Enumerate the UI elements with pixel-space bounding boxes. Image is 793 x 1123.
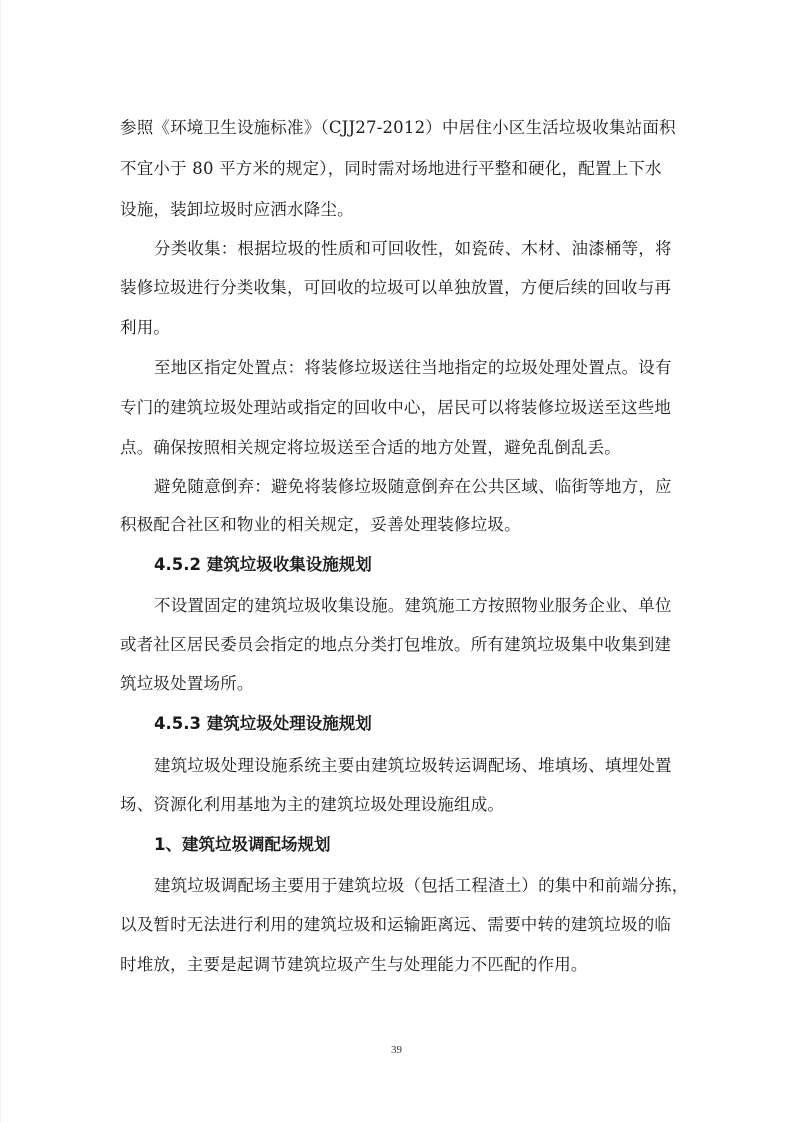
scan-edge — [0, 0, 1, 1123]
body-text-line: 或者社区居民委员会指定的地点分类打包堆放。所有建筑垃圾集中收集到建 — [120, 635, 672, 654]
subsection-heading: 1、建筑垃圾调配场规划 — [154, 835, 331, 854]
body-text-line: 利用。 — [120, 318, 171, 337]
body-text-line: 避免随意倒弃：避免将装修垃圾随意倒弃在公共区域、临街等地方，应 — [154, 477, 672, 496]
body-text-line: 时堆放，主要是起调节建筑垃圾产生与处理能力不匹配的作用。 — [120, 955, 588, 974]
body-text-line: 积极配合社区和物业的相关规定，妥善处理装修垃圾。 — [120, 515, 521, 534]
body-text-line: 专门的建筑垃圾处理站或指定的回收中心，居民可以将装修垃圾送至这些地 — [120, 398, 672, 417]
body-text-line: 场、资源化利用基地为主的建筑垃圾处理设施组成。 — [120, 795, 505, 814]
body-text-line: 分类收集：根据垃圾的性质和可回收性，如瓷砖、木材、油漆桶等，将 — [154, 239, 672, 258]
section-heading: 4.5.3 建筑垃圾处理设施规划 — [154, 714, 372, 733]
body-text-line: 点。确保按照相关规定将垃圾送至合适的地方处置，避免乱倒乱丢。 — [120, 438, 621, 457]
body-text-line: 不宜小于 80 平方米的规定），同时需对场地进行平整和硬化，配置上下水 — [120, 159, 662, 178]
body-text-line: 筑垃圾处置场所。 — [120, 674, 254, 693]
body-text-line: 建筑垃圾调配场主要用于建筑垃圾（包括工程渣土）的集中和前端分拣， — [154, 876, 689, 895]
body-text-line: 不设置固定的建筑垃圾收集设施。建筑施工方按照物业服务企业、单位 — [154, 596, 672, 615]
body-text-line: 至地区指定处置点：将装修垃圾送往当地指定的垃圾处理处置点。设有 — [154, 358, 672, 377]
body-text-line: 以及暂时无法进行利用的建筑垃圾和运输距离远、需要中转的建筑垃圾的临 — [120, 915, 672, 934]
body-text-line: 设施，装卸垃圾时应洒水降尘。 — [120, 200, 354, 219]
body-text-line: 建筑垃圾处理设施系统主要由建筑垃圾转运调配场、堆填场、填埋处置 — [154, 756, 672, 775]
body-text-line: 装修垃圾进行分类收集，可回收的垃圾可以单独放置，方便后续的回收与再 — [120, 278, 672, 297]
section-heading: 4.5.2 建筑垃圾收集设施规划 — [154, 555, 372, 574]
body-text-line: 参照《环境卫生设施标准》（CJJ27-2012）中居住小区生活垃圾收集站面积 — [120, 118, 676, 137]
page-number: 39 — [391, 1044, 402, 1056]
